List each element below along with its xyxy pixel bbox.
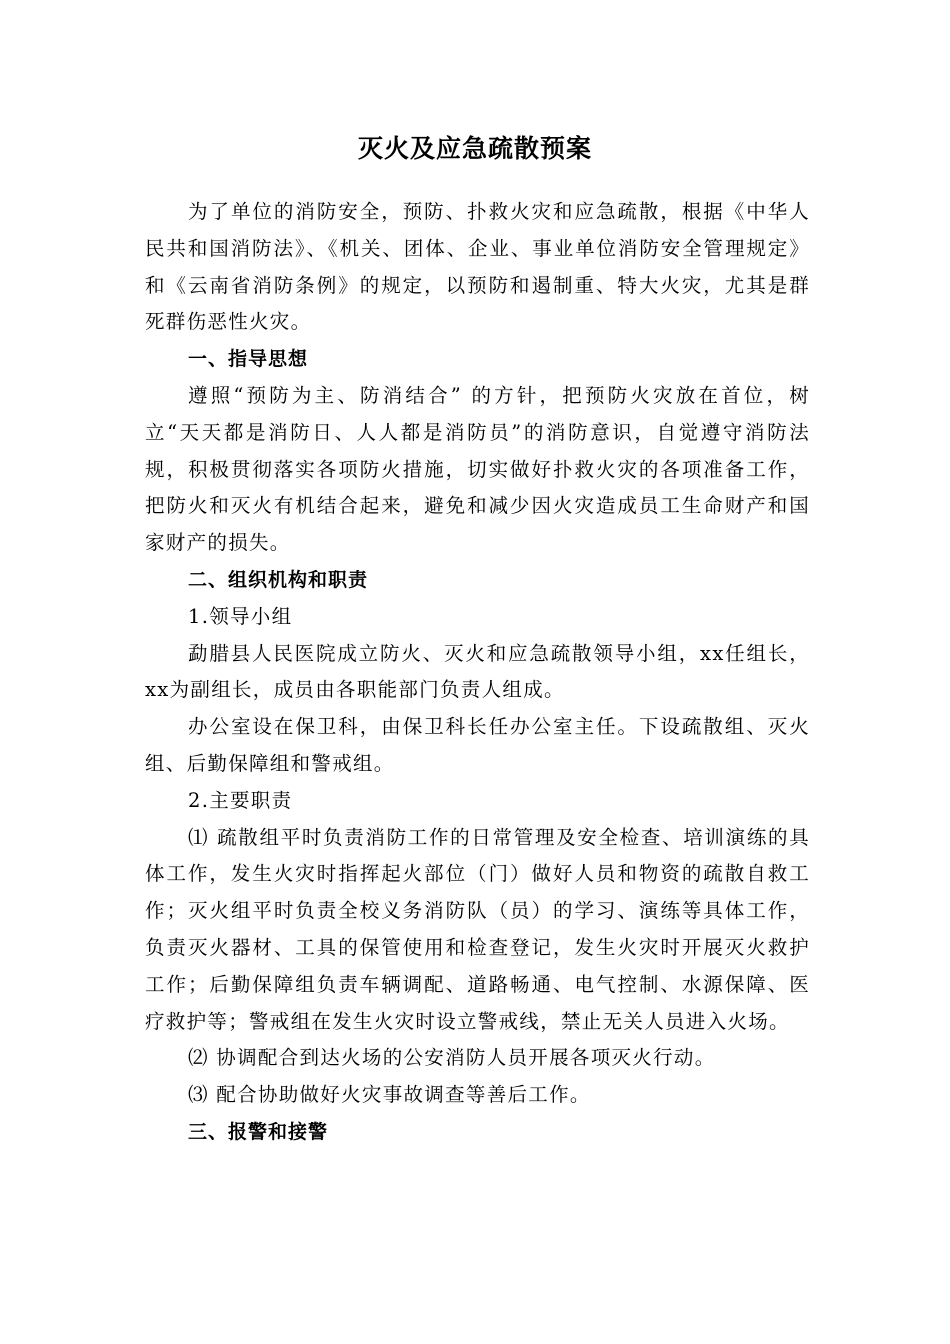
document-title: 灭火及应急疏散预案: [357, 134, 592, 163]
office-paragraph: 办公室设在保卫科，由保卫科长任办公室主任。下设疏散组、灭火组、后勤保障组和警戒组。: [145, 715, 810, 775]
subheading-main-duties: 2.主要职责: [188, 788, 293, 812]
leadership-group-paragraph: 勐腊县人民医院成立防火、灭火和应急疏散领导小组，xx任组长，xx为副组长，成员由各职能部门负责人组成。: [145, 641, 810, 702]
section-heading-organization: 二、组织机构和职责: [188, 568, 369, 591]
document-body: [145, 194, 810, 1151]
guiding-principle-paragraph: 遵照“预防为主、防消结合” 的方针，把预防火灾放在首位，树立“天天都是消防日、人人都是消防员”的消防意识，自觉遵守消防法规，积极贯彻落实各项防火措施，切实做好扑救火灾的各项准备工作，把防火和灭火有机结合起来，避免和减少因火灾造成员工生命财产和国家财产的损失。: [145, 383, 810, 555]
intro-paragraph: 为了单位的消防安全，预防、扑救火灾和应急疏散，根据《中华人民共和国消防法》、《机关、团体、企业、事业单位消防安全管理规定》和《云南省消防条例》的规定，以预防和遏制重、特大火灾，尤其是群死群伤恶性火灾。: [145, 200, 810, 334]
duty-item-1: ⑴ 疏散组平时负责消防工作的日常管理及安全检查、培训演练的具体工作，发生火灾时指挥起火部位（门）做好人员和物资的疏散自救工作；灭火组平时负责全校义务消防队（员）的学习、演练等具体工作，负责灭火器材、工具的保管使用和检查登记，发生火灾时开展灭火救护工作；后勤保障组负责车辆调配、道路畅通、电气控制、水源保障、医疗救护等；警戒组在发生火灾时设立警戒线，禁止无关人员进入火场。: [145, 825, 810, 1033]
section-heading-alarm: 三、报警和接警: [188, 1120, 329, 1143]
duty-item-2: ⑵ 协调配合到达火场的公安消防人员开展各项灭火行动。: [188, 1046, 716, 1070]
duty-item-3: ⑶ 配合协助做好火灾事故调查等善后工作。: [188, 1083, 591, 1107]
subheading-leadership-group: 1.领导小组: [188, 604, 293, 628]
section-heading-guiding-principle: 一、指导思想: [188, 348, 309, 371]
